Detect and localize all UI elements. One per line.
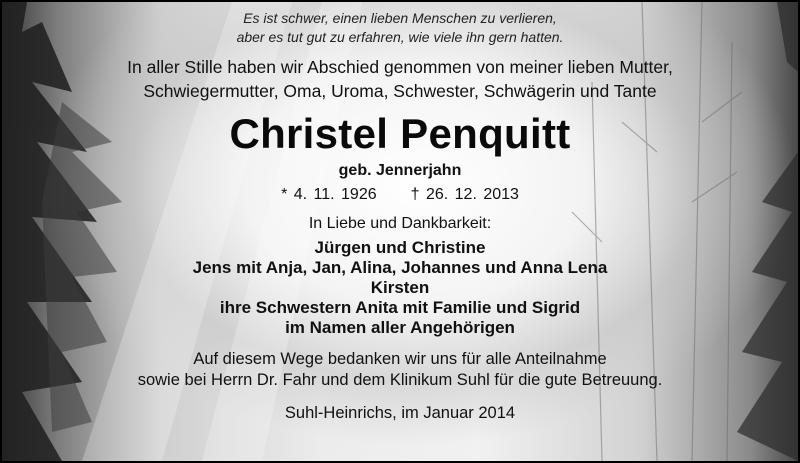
intro-line-2: Schwiegermutter, Oma, Uroma, Schwester, Schwägerin und Tante	[143, 81, 657, 101]
birth-date: * 4. 11. 1926	[281, 186, 377, 203]
motto-line-1: Es ist schwer, einen lieben Menschen zu verlieren,	[243, 10, 557, 26]
birth-name: geb. Jennerjahn	[338, 162, 462, 179]
mourner-line: im Namen aller Angehörigen	[285, 318, 515, 337]
deceased-name: Christel Penquitt	[229, 110, 571, 157]
life-dates	[2, 186, 798, 204]
mourner-line: Jürgen und Christine	[314, 238, 486, 257]
thanks-line-2: sowie bei Herrn Dr. Fahr und dem Klinikum Suhl für die gute Betreuung.	[137, 371, 663, 389]
intro-line-1: In aller Stille haben wir Abschied genommen von meiner lieben Mutter,	[127, 57, 673, 77]
thanks-line-1: Auf diesem Wege bedanken wir uns für alle Anteilnahme	[193, 350, 607, 368]
mourner-line: Kirsten	[370, 278, 430, 297]
place-date: Suhl-Heinrichs, im Januar 2014	[284, 404, 516, 422]
mourner-line: ihre Schwestern Anita mit Familie und Sigrid	[219, 298, 581, 317]
mourners-label: In Liebe und Dankbarkeit:	[308, 215, 492, 232]
mourner-line: Jens mit Anja, Jan, Alina, Johannes und Anna Lena	[192, 258, 608, 277]
death-date: † 26. 12. 2013	[410, 186, 519, 203]
notice-text	[2, 2, 798, 461]
motto-line-2: aber es tut gut zu erfahren, wie viele ihn gern hatten.	[236, 29, 564, 45]
